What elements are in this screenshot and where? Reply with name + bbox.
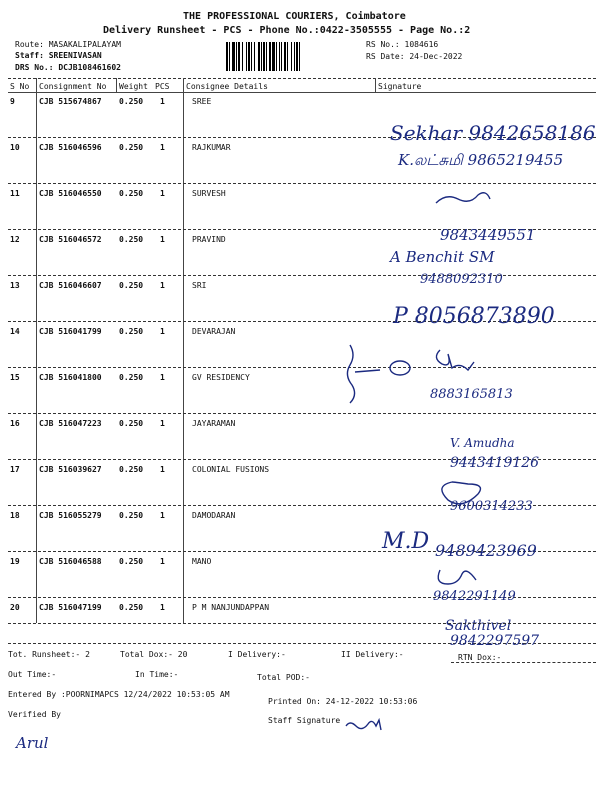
- row-pcs: 1: [160, 603, 165, 612]
- table-row: [0, 368, 600, 414]
- signature-row-11: 9843449551: [440, 226, 536, 244]
- signature-row-12-name: A Benchit SM: [390, 248, 495, 266]
- column-header-consignee: Consignee Details: [186, 82, 268, 91]
- row-weight: 0.250: [119, 603, 144, 612]
- row-consignment-no: CJB 515674867: [39, 97, 102, 106]
- signature-row-15: 8883165813: [430, 387, 513, 402]
- row-weight: 0.250: [119, 511, 144, 520]
- row-consignee: COLONIAL FUSIONS: [192, 465, 270, 474]
- table-row: [0, 138, 600, 184]
- row-consignee: P M NANJUNDAPPAN: [192, 603, 270, 612]
- column-header-weight: Weight: [119, 82, 148, 91]
- row-consignment-no: CJB 516041800: [39, 373, 102, 382]
- barcode-bar: [261, 42, 262, 71]
- row-sno: 10: [10, 143, 20, 152]
- staff-signature-scribble: [346, 720, 381, 730]
- signature-row-20-phone: 9842297597: [450, 633, 540, 649]
- row-pcs: 1: [160, 419, 165, 428]
- row-consignment-no: CJB 516041799: [39, 327, 102, 336]
- signature-row-12-phone: 9488092310: [420, 272, 503, 287]
- row-sno: 9: [10, 97, 15, 106]
- printed-on: Printed On: 24-12-2022 10:53:06: [268, 697, 418, 706]
- table-row: [0, 184, 600, 230]
- rs-number: RS No.: 1084616: [366, 40, 439, 49]
- row-sno: 16: [10, 419, 20, 428]
- signature-row-17: 9600314233: [450, 499, 533, 514]
- staff-label: Staff: SREENIVASAN: [15, 51, 102, 60]
- row-divider: [8, 643, 596, 644]
- row-consignee: DAMODARAN: [192, 511, 236, 520]
- staff-signature-label: Staff Signature: [268, 716, 341, 725]
- total-pod: Total POD:-: [257, 673, 310, 682]
- table-row: [0, 230, 600, 276]
- barcode-bar: [276, 42, 277, 71]
- table-row: [0, 414, 600, 460]
- signature-row-18-phone: 9489423969: [435, 541, 537, 560]
- barcode-bar: [258, 42, 260, 71]
- row-consignee: PRAVIND: [192, 235, 226, 244]
- row-weight: 0.250: [119, 419, 144, 428]
- barcode-bar: [226, 42, 228, 71]
- rs-date: RS Date: 24-Dec-2022: [366, 52, 463, 61]
- total-dox: Total Dox:- 20: [120, 650, 188, 659]
- row-weight: 0.250: [119, 327, 144, 336]
- barcode-bar: [246, 42, 247, 71]
- row-pcs: 1: [160, 235, 165, 244]
- signature-row-9: Sekhar 9842658186: [390, 121, 596, 145]
- column-header-consignment: Consignment No: [39, 82, 107, 91]
- barcode-bar: [299, 42, 300, 71]
- row-sno: 11: [10, 189, 20, 198]
- row-pcs: 1: [160, 465, 165, 474]
- row-consignee: RAJKUMAR: [192, 143, 231, 152]
- barcode-bar: [254, 42, 255, 71]
- barcode-bar: [266, 42, 267, 71]
- out-time: Out Time:-: [8, 670, 57, 679]
- verified-by-label: Verified By: [8, 710, 61, 719]
- row-weight: 0.250: [119, 281, 144, 290]
- row-sno: 13: [10, 281, 20, 290]
- row-consignee: JAYARAMAN: [192, 419, 236, 428]
- row-weight: 0.250: [119, 143, 144, 152]
- total-runsheet: Tot. Runsheet:- 2: [8, 650, 90, 659]
- row-sno: 20: [10, 603, 20, 612]
- row-consignment-no: CJB 516047199: [39, 603, 102, 612]
- barcode-bar: [251, 42, 252, 71]
- row-consignment-no: CJB 516046607: [39, 281, 102, 290]
- barcode-bar: [291, 42, 292, 71]
- table-row: [0, 506, 600, 552]
- signature-row-18-name: M.D: [382, 529, 430, 554]
- row-sno: 19: [10, 557, 20, 566]
- row-pcs: 1: [160, 281, 165, 290]
- column-header-signature: Signature: [378, 82, 422, 91]
- row-weight: 0.250: [119, 557, 144, 566]
- row-sno: 12: [10, 235, 20, 244]
- barcode-bar: [296, 42, 298, 71]
- row-pcs: 1: [160, 511, 165, 520]
- row-consignment-no: CJB 516046588: [39, 557, 102, 566]
- row-consignee: SREE: [192, 97, 212, 106]
- signature-row-10-name: K.லட்சுமி 9865219455: [398, 151, 564, 169]
- signature-row-16-name: V. Amudha: [450, 436, 515, 450]
- row-consignee: DEVARAJAN: [192, 327, 236, 336]
- signature-row-16-phone: 9443419126: [450, 455, 540, 471]
- row-pcs: 1: [160, 143, 165, 152]
- barcode-bar: [272, 42, 275, 71]
- table-row: [0, 460, 600, 506]
- row-consignment-no: CJB 516039627: [39, 465, 102, 474]
- barcode-bar: [232, 42, 235, 71]
- table-row: [0, 552, 600, 598]
- in-time: In Time:-: [135, 670, 179, 679]
- row-pcs: 1: [160, 327, 165, 336]
- row-consignment-no: CJB 516046596: [39, 143, 102, 152]
- runsheet-title: Delivery Runsheet - PCS - Phone No.:0422-3505555 - Page No.:2: [103, 25, 471, 36]
- column-header-sno: S No: [10, 82, 30, 91]
- table-row: [0, 598, 600, 644]
- barcode-bar: [269, 42, 271, 71]
- signature-row-13: P 8056873890: [393, 304, 555, 329]
- rtn-dox: RTN Dox:-: [458, 653, 502, 662]
- barcode-bar: [279, 42, 280, 71]
- row-pcs: 1: [160, 373, 165, 382]
- barcode-bar: [242, 42, 243, 71]
- barcode-bar: [294, 42, 295, 71]
- row-consignment-no: CJB 516055279: [39, 511, 102, 520]
- barcode-bar: [248, 42, 250, 71]
- row-consignee: SRI: [192, 281, 207, 290]
- barcode-bar: [229, 42, 230, 71]
- verified-by-signature: Arul: [16, 734, 49, 752]
- row-pcs: 1: [160, 189, 165, 198]
- signature-row-20-name: Sakthivel: [445, 618, 512, 634]
- column-header-pcs: PCS: [155, 82, 170, 91]
- row-sno: 15: [10, 373, 20, 382]
- row-consignment-no: CJB 516046550: [39, 189, 102, 198]
- row-sno: 14: [10, 327, 20, 336]
- barcode-bar: [284, 42, 286, 71]
- row-weight: 0.250: [119, 97, 144, 106]
- row-sno: 18: [10, 511, 20, 520]
- barcode-bar: [263, 42, 265, 71]
- barcode-bar: [236, 42, 237, 71]
- row-weight: 0.250: [119, 235, 144, 244]
- row-consignment-no: CJB 516047223: [39, 419, 102, 428]
- table-row: [0, 322, 600, 368]
- row-pcs: 1: [160, 557, 165, 566]
- company-title: THE PROFESSIONAL COURIERS, Coimbatore: [183, 11, 406, 22]
- signature-row-19: 9842291149: [433, 589, 516, 604]
- barcode-bar: [238, 42, 240, 71]
- entered-by: Entered By :POORNIMAPCS 12/24/2022 10:53:05 AM: [8, 690, 230, 699]
- barcode: [226, 42, 357, 71]
- ii-delivery: II Delivery:-: [341, 650, 404, 659]
- barcode-bar: [287, 42, 288, 71]
- row-consignment-no: CJB 516046572: [39, 235, 102, 244]
- row-weight: 0.250: [119, 373, 144, 382]
- table-row: [0, 276, 600, 322]
- row-sno: 17: [10, 465, 20, 474]
- table-row: [0, 92, 600, 138]
- drs-label: DRS No.: DCJB108461602: [15, 63, 121, 72]
- row-consignee: GV RESIDENCY: [192, 373, 250, 382]
- row-weight: 0.250: [119, 465, 144, 474]
- row-consignee: MANO: [192, 557, 212, 566]
- route-label: Route: MASAKALIPALAYAM: [15, 40, 121, 49]
- row-pcs: 1: [160, 97, 165, 106]
- i-delivery: I Delivery:-: [228, 650, 286, 659]
- barcode-bar: [281, 42, 282, 71]
- row-consignee: SURVESH: [192, 189, 226, 198]
- row-weight: 0.250: [119, 189, 144, 198]
